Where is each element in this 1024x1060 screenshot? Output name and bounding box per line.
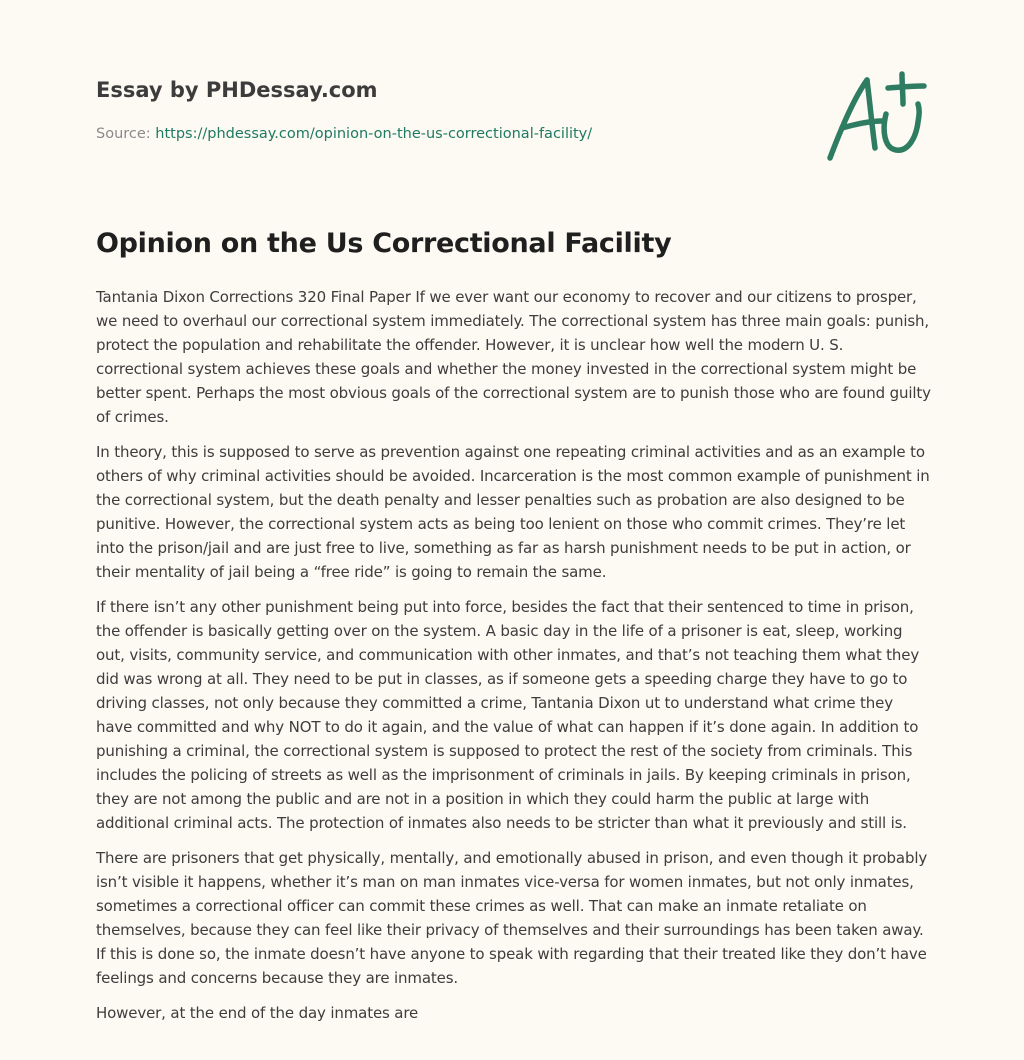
essay-paragraph: However, at the end of the day inmates are (96, 1004, 419, 1022)
essay-paragraph: Tantania Dixon Corrections 320 Final Paper If we ever want our economy to recover and our citizens to prosper, we need to overhaul our correctional system immediately. The correctional system has three main goals: punish, protect the population and rehabilitate the offender. However, it is unclear how well the modern U. S. correctional system achieves these goals and whether the money invested in the correctional system might be better spent. Perhaps the most obvious goals of the correctional system are to punish those who are found guilty of crimes. (96, 288, 931, 426)
site-title: Essay by PHDessay.com (96, 78, 378, 102)
essay-body (96, 285, 932, 1036)
a-plus-grade-icon (820, 66, 930, 166)
essay-paragraph: If there isn’t any other punishment being put into force, besides the fact that their sentenced to time in prison, the offender is basically getting over on the system. A basic day in the life of a prisoner is eat, sleep, working out, visits, community service, and communication with other inmates, and that’s not teaching them what they did was wrong at all. They need to be put in classes, as if someone gets a speeding charge they have to go to driving classes, not only because they committed a crime, Tantania Dixon ut to understand what crime they have committed and why NOT to do it again, and the value of what can happen if it’s done again. In addition to punishing a criminal, the correctional system is supposed to protect the rest of the society from criminals. This includes the policing of streets as well as the imprisonment of criminals in jails. By keeping criminals in prison, they are not among the public and are not in a position in which they could harm the public at large with additional criminal acts. The protection of inmates also needs to be stricter than what it previously and still is. (96, 598, 920, 832)
essay-header (96, 74, 796, 144)
essay-title: Opinion on the Us Correctional Facility (96, 228, 672, 259)
source-line (96, 124, 796, 144)
essay-paragraph: There are prisoners that get physically, mentally, and emotionally abused in prison, and even though it probably isn’t visible it happens, whether it’s man on man inmates vice-versa for women inmates, but not only inmates, sometimes a correctional officer can commit these crimes as well. That can make an inmate retaliate on themselves, because they can feel like their privacy of themselves and their surroundings has been taken away. If this is done so, the inmate doesn’t have anyone to speak with regarding that their treated like they don’t have feelings and concerns because they are inmates. (96, 849, 928, 987)
source-label: Source: (96, 126, 151, 142)
essay-paragraph: In theory, this is supposed to serve as prevention against one repeating criminal activities and as an example to others of why criminal activities should be avoided. Incarceration is the most common example of punishment in the correctional system, but the death penalty and lesser penalties such as probation are also designed to be punitive. However, the correctional system acts as being too lenient on those who commit crimes. They’re let into the prison/jail and are just free to live, something as far as harsh punishment needs to be put in action, or their mentality of jail being a “free ride” is going to remain the same. (96, 443, 930, 581)
source-link[interactable]: https://phdessay.com/opinion-on-the-us-correctional-facility/ (155, 126, 593, 142)
